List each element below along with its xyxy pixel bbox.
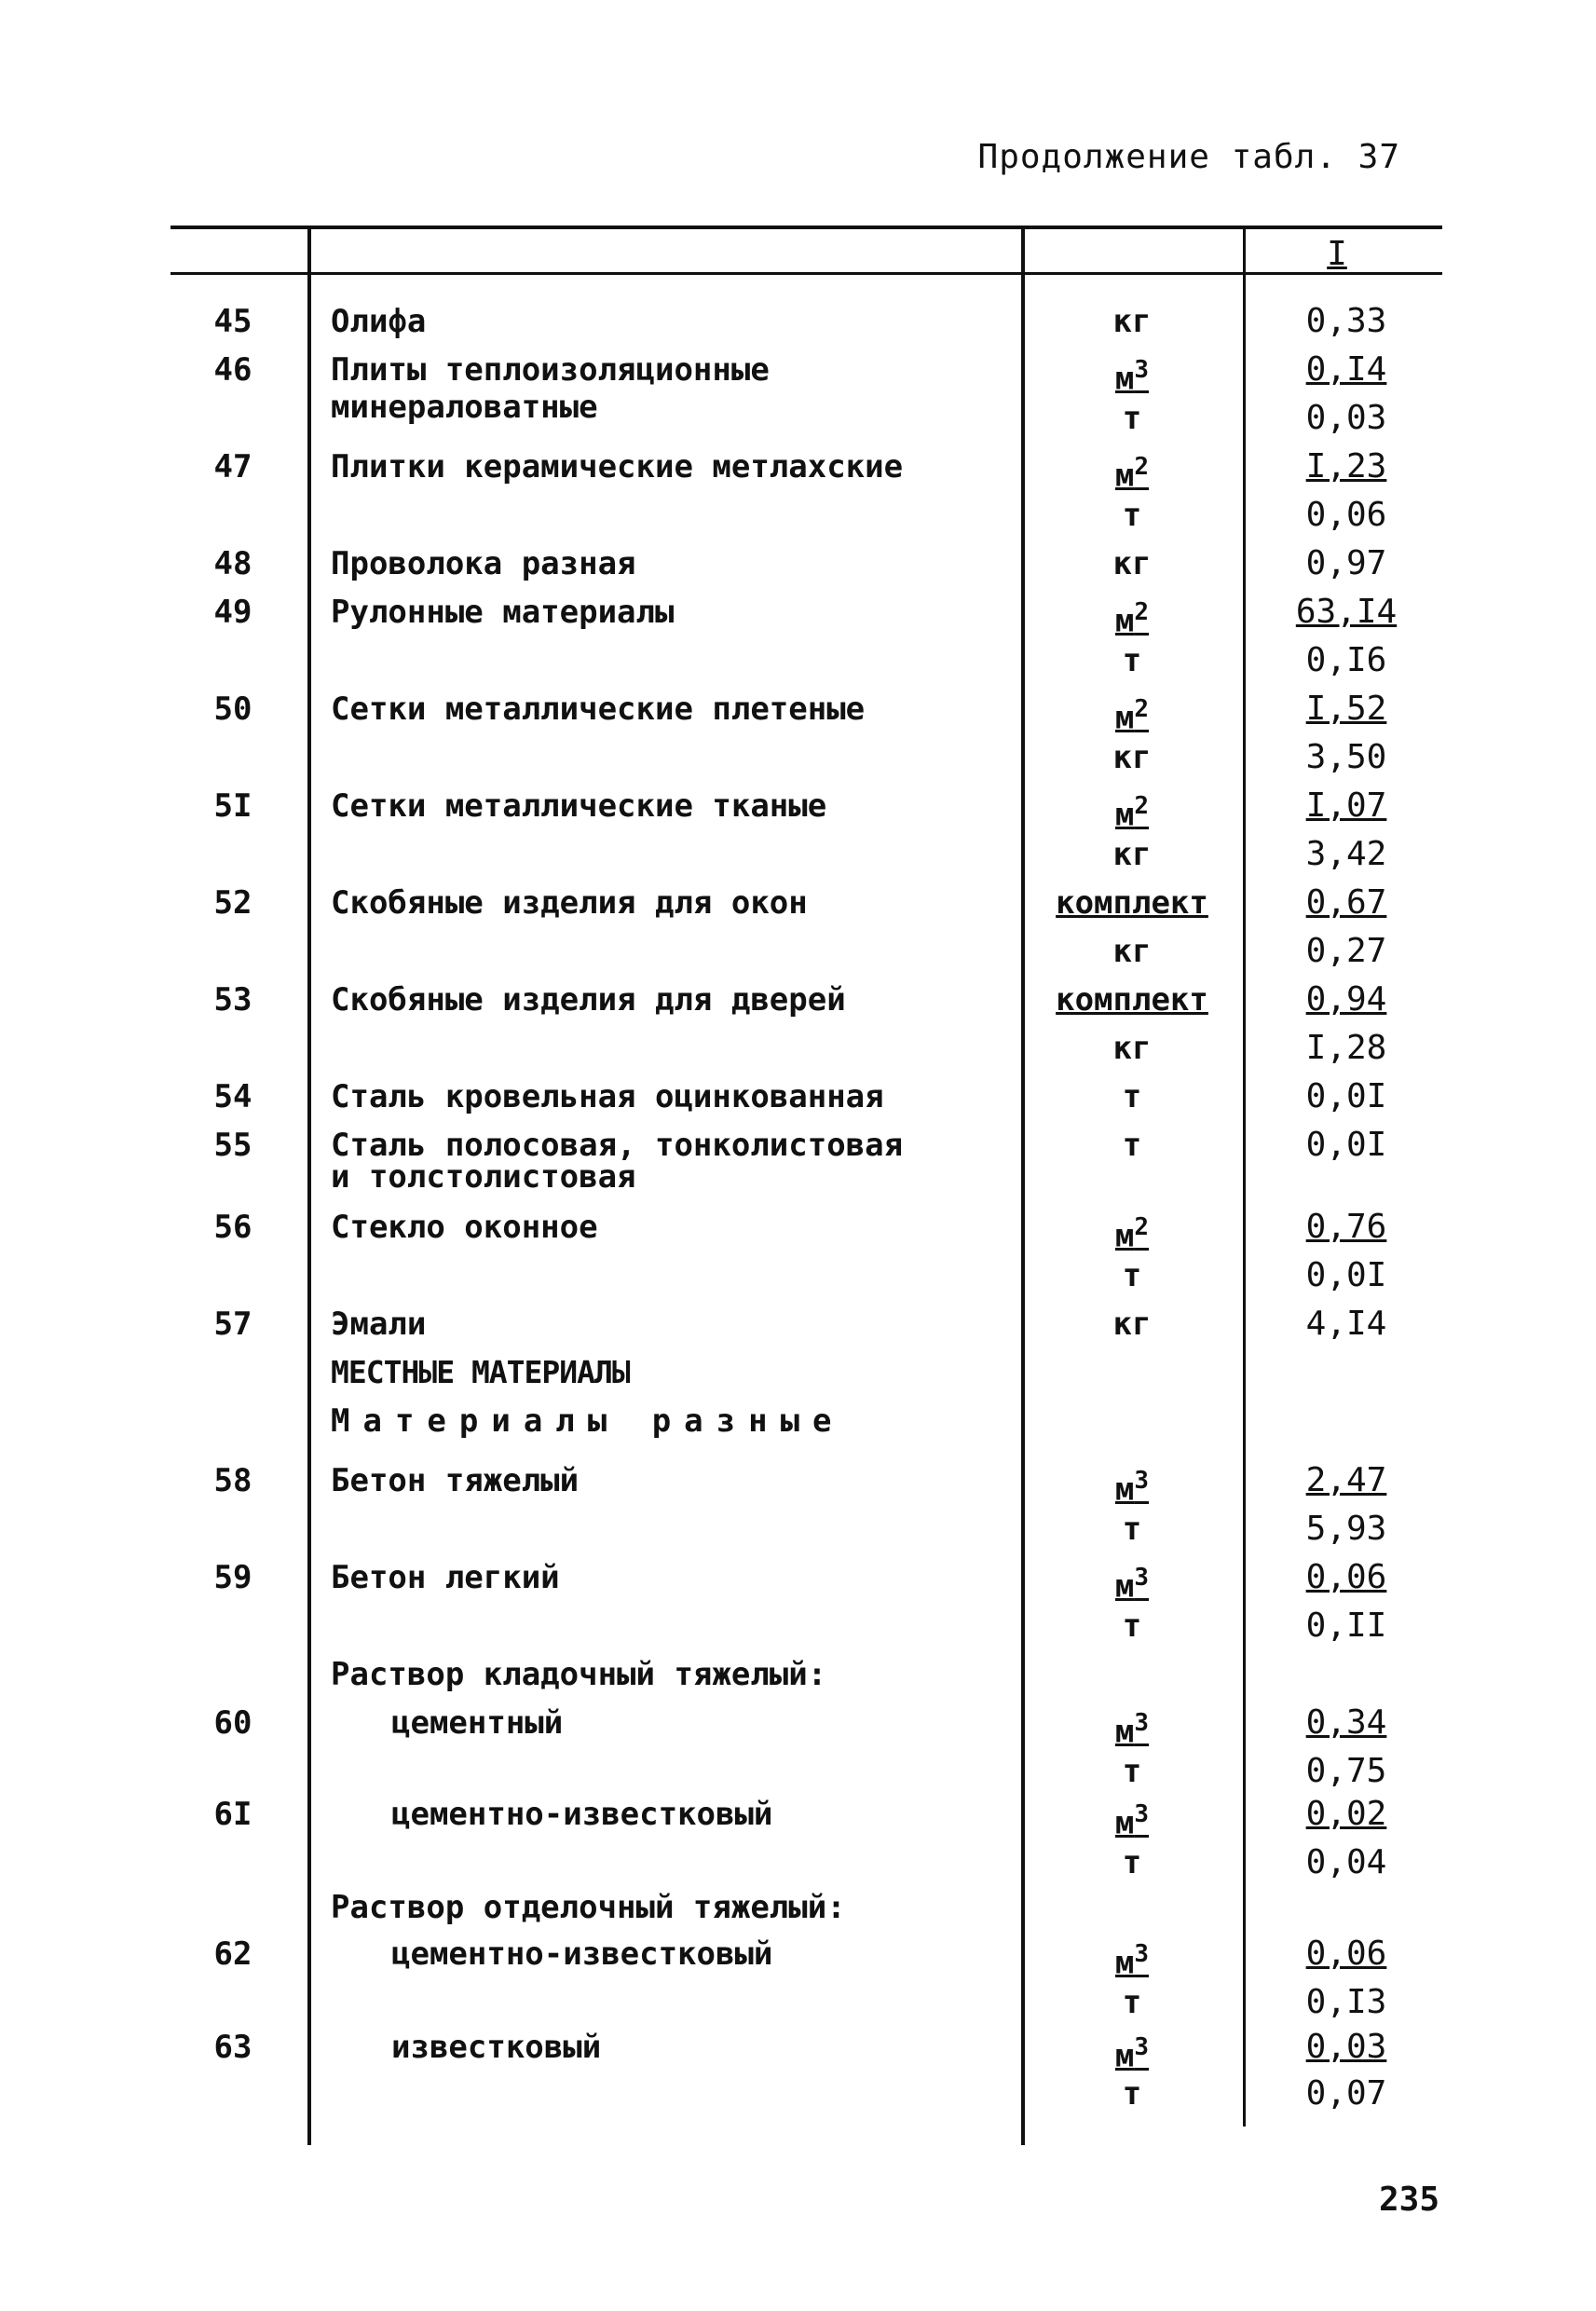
unit: кг — [1112, 933, 1152, 970]
material-name: Сталь кровельная оцинкованная — [331, 1078, 884, 1115]
row-number: 49 — [213, 594, 252, 631]
unit: т — [1122, 642, 1142, 679]
value: 0,06 — [1305, 1935, 1387, 1973]
table-row — [0, 736, 1596, 783]
table-row — [0, 833, 1596, 880]
value: 3,42 — [1305, 835, 1387, 873]
group-heading-row — [0, 1653, 1596, 1700]
row-number: 56 — [213, 1209, 252, 1246]
material-name: цементно-известковый — [391, 1796, 773, 1833]
material-name: Скобяные изделия для окон — [331, 884, 808, 922]
table-row — [0, 349, 1596, 398]
value: 0,07 — [1305, 2074, 1387, 2113]
table-row — [0, 1933, 1596, 1982]
value: 0,0I — [1305, 1256, 1387, 1294]
row-number: 58 — [213, 1462, 252, 1499]
value: 0,0I — [1305, 1126, 1387, 1164]
value: 0,76 — [1305, 1208, 1387, 1246]
table-row — [0, 688, 1596, 737]
table-row — [0, 1027, 1596, 1073]
value: 0,94 — [1305, 980, 1387, 1019]
row-number: 50 — [213, 691, 252, 728]
table-row — [0, 1702, 1596, 1751]
table-row — [0, 1156, 1596, 1202]
row-number: 60 — [213, 1704, 252, 1742]
material-name: Сетки металлические тканые — [331, 787, 827, 825]
unit: кг — [1112, 1306, 1152, 1343]
section-heading: МЕСТНЫЕ МАТЕРИАЛЫ — [331, 1354, 630, 1390]
table-row — [0, 1605, 1596, 1651]
unit: т — [1122, 1127, 1142, 1164]
value: 3,50 — [1305, 738, 1387, 776]
unit: т — [1122, 497, 1142, 534]
row-number: 63 — [213, 2029, 252, 2066]
unit: кг — [1112, 1030, 1152, 1067]
value: 0,75 — [1305, 1752, 1387, 1790]
material-name: Плитки керамические метлахские — [331, 448, 904, 485]
table-row — [0, 1750, 1596, 1797]
page-number: 235 — [1379, 2181, 1440, 2219]
value: 0,I3 — [1305, 1983, 1387, 2021]
material-name: и толстолистовая — [331, 1158, 636, 1196]
unit: $м^2$ — [1114, 792, 1150, 834]
table-row — [0, 882, 1596, 928]
value: 0,67 — [1305, 883, 1387, 922]
value: 0,0I — [1305, 1077, 1387, 1115]
unit: $м^2$ — [1114, 453, 1150, 495]
table-row — [0, 1206, 1596, 1255]
table-row — [0, 1981, 1596, 2028]
table-row — [0, 445, 1596, 495]
material-name: Эмали — [331, 1306, 427, 1343]
row-number: 46 — [213, 351, 252, 389]
section-subheading: Материалы разные — [331, 1402, 845, 1440]
section-heading-row — [0, 1351, 1596, 1398]
table-row — [0, 1793, 1596, 1842]
value: 0,02 — [1305, 1795, 1387, 1833]
unit: $м^3$ — [1114, 2033, 1150, 2075]
group-heading: Раствор отделочный тяжелый: — [331, 1889, 846, 1926]
value: 5,93 — [1305, 1510, 1387, 1548]
value: 0,II — [1305, 1607, 1387, 1645]
material-name: Плиты теплоизоляционные — [331, 351, 770, 389]
table-row — [0, 1075, 1596, 1122]
unit: т — [1122, 1257, 1142, 1294]
group-heading-row — [0, 1886, 1596, 1933]
unit: т — [1122, 1984, 1142, 2021]
row-number: 5I — [213, 787, 252, 825]
row-number: 52 — [213, 884, 252, 922]
table-row — [0, 639, 1596, 686]
unit: кг — [1112, 303, 1152, 340]
unit: т — [1122, 1078, 1142, 1115]
value: 0,I6 — [1305, 641, 1387, 679]
unit: $м^3$ — [1114, 1940, 1150, 1982]
material-name: Олифа — [331, 303, 427, 340]
unit: комплект — [1056, 884, 1208, 922]
row-number: 53 — [213, 981, 252, 1019]
unit: $м^3$ — [1114, 1564, 1150, 1606]
value: 0,27 — [1305, 932, 1387, 970]
material-name: Стекло оконное — [331, 1209, 598, 1246]
value: 0,97 — [1305, 544, 1387, 582]
row-number: 54 — [213, 1078, 252, 1115]
table-row — [0, 2072, 1596, 2119]
column-header-i: I — [1327, 235, 1347, 273]
row-number: 48 — [213, 545, 252, 582]
value: 4,I4 — [1305, 1305, 1387, 1343]
unit: кг — [1112, 545, 1152, 582]
value: I,52 — [1305, 690, 1387, 728]
table-row — [0, 1254, 1596, 1301]
table-row — [0, 930, 1596, 977]
material-name: Проволока разная — [331, 545, 636, 582]
material-name: Рулонные материалы — [331, 594, 675, 631]
material-name: цементный — [391, 1704, 564, 1742]
row-number: 45 — [213, 303, 252, 340]
material-name: цементно-известковый — [391, 1935, 773, 1973]
unit: комплект — [1056, 981, 1208, 1019]
table-row — [0, 300, 1596, 347]
table-row — [0, 785, 1596, 834]
value: I,28 — [1305, 1029, 1387, 1067]
material-name: известковый — [391, 2029, 602, 2066]
value: 0,03 — [1305, 2028, 1387, 2066]
unit: кг — [1112, 836, 1152, 873]
material-name: Сталь полосовая, тонколистовая — [331, 1127, 904, 1164]
table-row — [0, 1556, 1596, 1606]
value: 0,03 — [1305, 399, 1387, 437]
value: 63,I4 — [1295, 593, 1398, 631]
table-row — [0, 494, 1596, 540]
material-name: Бетон тяжелый — [331, 1462, 580, 1499]
section-subheading-row — [0, 1400, 1596, 1446]
row-number: 6I — [213, 1796, 252, 1833]
table-row — [0, 1459, 1596, 1509]
unit: $м^2$ — [1114, 1213, 1150, 1255]
unit: т — [1122, 1753, 1142, 1790]
material-name: Бетон легкий — [331, 1559, 560, 1596]
value: 0,04 — [1305, 1843, 1387, 1881]
unit: кг — [1112, 739, 1152, 776]
material-name: Скобяные изделия для дверей — [331, 981, 846, 1019]
row-number: 47 — [213, 448, 252, 485]
row-number: 62 — [213, 1935, 252, 1973]
table-row — [0, 389, 1596, 444]
value: 0,33 — [1305, 302, 1387, 340]
value: 0,06 — [1305, 496, 1387, 534]
unit: т — [1122, 1844, 1142, 1881]
table-row — [0, 1303, 1596, 1349]
row-number: 57 — [213, 1306, 252, 1343]
table-continuation-caption: Продолжение табл. 37 — [977, 138, 1400, 176]
table-top-rule — [171, 226, 1442, 229]
value: 0,06 — [1305, 1558, 1387, 1596]
unit: $м^3$ — [1114, 356, 1150, 398]
material-name: Сетки металлические плетеные — [331, 691, 866, 728]
table-row — [0, 1841, 1596, 1888]
unit: $м^2$ — [1114, 695, 1150, 737]
unit: $м^2$ — [1114, 598, 1150, 640]
value: 0,I4 — [1305, 350, 1387, 389]
value: I,23 — [1305, 447, 1387, 485]
unit: т — [1122, 2075, 1142, 2113]
unit: $м^3$ — [1114, 1467, 1150, 1509]
table-row — [0, 978, 1596, 1025]
unit: т — [1122, 1511, 1142, 1548]
unit: $м^3$ — [1114, 1709, 1150, 1751]
table-row — [0, 1508, 1596, 1554]
group-heading: Раствор кладочный тяжелый: — [331, 1656, 827, 1693]
table-row — [0, 2026, 1596, 2075]
value: 0,34 — [1305, 1703, 1387, 1742]
table-row — [0, 591, 1596, 640]
table-row — [0, 542, 1596, 589]
material-name: минераловатные — [331, 389, 598, 426]
unit: $м^3$ — [1114, 1800, 1150, 1842]
value: I,07 — [1305, 786, 1387, 825]
row-number: 59 — [213, 1559, 252, 1596]
unit: т — [1122, 400, 1142, 437]
value: 2,47 — [1305, 1461, 1387, 1499]
row-number: 55 — [213, 1127, 252, 1164]
unit: т — [1122, 1607, 1142, 1645]
